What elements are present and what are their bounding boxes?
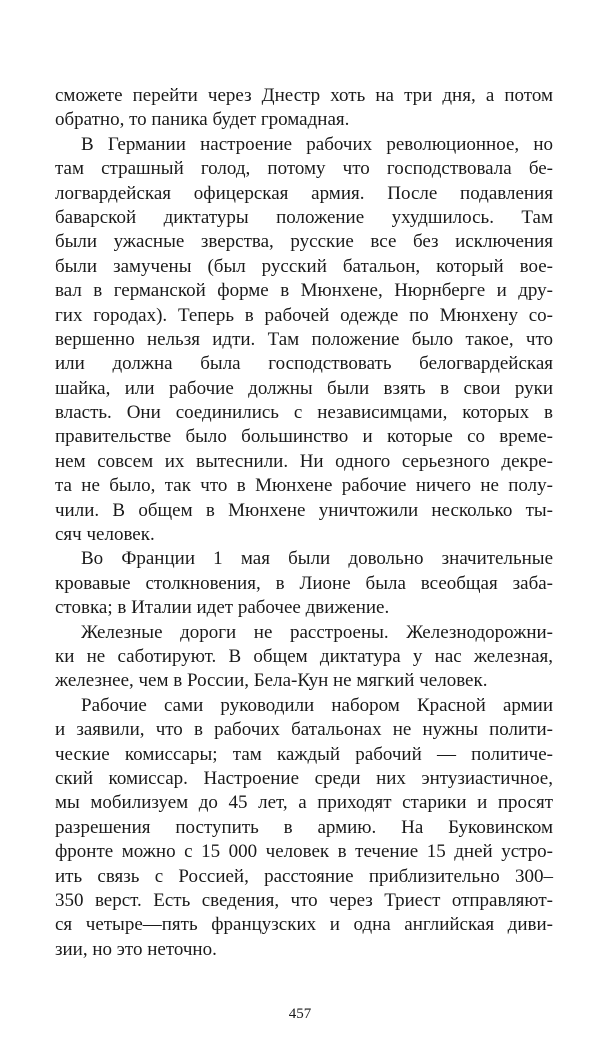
text-line: ский комиссар. Настроение среди них энтузиастичное,: [55, 767, 553, 789]
paragraph: [55, 547, 553, 620]
text-line: гих городах). Теперь в рабочей одежде по Мюнхену со-: [55, 304, 553, 326]
text-line: 350 верст. Есть сведения, что через Триест отправляют-: [55, 889, 553, 911]
text-line: стовка; в Италии идет рабочее движение.: [55, 597, 390, 619]
text-line: были замучены (был русский батальон, который вое-: [55, 255, 553, 277]
text-line: ить связь с Россией, расстояние приблизительно 300–: [55, 865, 553, 887]
text-line: чили. В общем в Мюнхене уничтожили несколько ты-: [55, 499, 553, 521]
text-line: власть. Они соединились с независимцами, которых в: [55, 402, 553, 424]
paragraph: [55, 694, 553, 962]
text-line: шайка, или рабочие должны были взять в свои руки: [55, 377, 553, 399]
text-line: В Германии настроение рабочих революционное, но: [81, 133, 553, 155]
text-line: и заявили, что в рабочих батальонах не нужны полити-: [55, 719, 553, 741]
text-line: разрешения поступить в армию. На Буковинском: [55, 816, 553, 838]
text-line: ки не саботируют. В общем диктатура у нас железная,: [55, 645, 553, 667]
text-line: или должна была господствовать белогвардейская: [55, 353, 553, 375]
text-line: правительстве было большинство и которые со време-: [55, 426, 553, 448]
paragraph: [55, 621, 553, 694]
text-line: Железные дороги не расстроены. Железнодорожни-: [81, 621, 553, 643]
text-line: мы мобилизуем до 45 лет, а приходят старики и просят: [55, 792, 553, 814]
text-line: ческие комиссары; там каждый рабочий — политиче-: [55, 743, 553, 765]
text-line: ся четыре—пять французских и одна английская диви-: [55, 914, 553, 936]
text-line: там страшный голод, потому что господствовала бе-: [55, 158, 553, 180]
page-body: [55, 84, 553, 962]
text-line: вершенно нельзя идти. Там положение было такое, что: [55, 328, 553, 350]
text-line: железнее, чем в России, Бела-Кун не мягкий человек.: [55, 670, 488, 692]
text-line: вал в германской форме в Мюнхене, Нюрнберге и дру-: [55, 280, 553, 302]
paragraph: [55, 84, 553, 133]
text-line: сяч человек.: [55, 524, 155, 546]
page-number: 457: [288, 1006, 312, 1022]
text-line: та не было, так что в Мюнхене рабочие ничего не полу-: [55, 475, 553, 497]
paragraph: [55, 133, 553, 548]
text-line: были ужасные зверства, русские все без исключения: [55, 231, 553, 253]
text-line: фронте можно с 15 000 человек в течение 15 дней устро-: [55, 841, 553, 863]
text-line: Рабочие сами руководили набором Красной армии: [81, 694, 553, 716]
text-line: кровавые столкновения, в Лионе была всеобщая заба-: [55, 572, 553, 594]
text-line: обратно, то паника будет громадная.: [55, 109, 350, 131]
text-line: Во Франции 1 мая были довольно значительные: [81, 548, 553, 570]
text-line: нем совсем их вытеснили. Ни одного серьезного декре-: [55, 450, 553, 472]
text-line: зии, но это неточно.: [55, 938, 217, 960]
text-line: логвардейская офицерская армия. После подавления: [55, 182, 553, 204]
text-line: баварской диктатуры положение ухудшилось. Там: [55, 206, 553, 228]
text-line: сможете перейти через Днестр хоть на три дня, а потом: [55, 85, 553, 106]
